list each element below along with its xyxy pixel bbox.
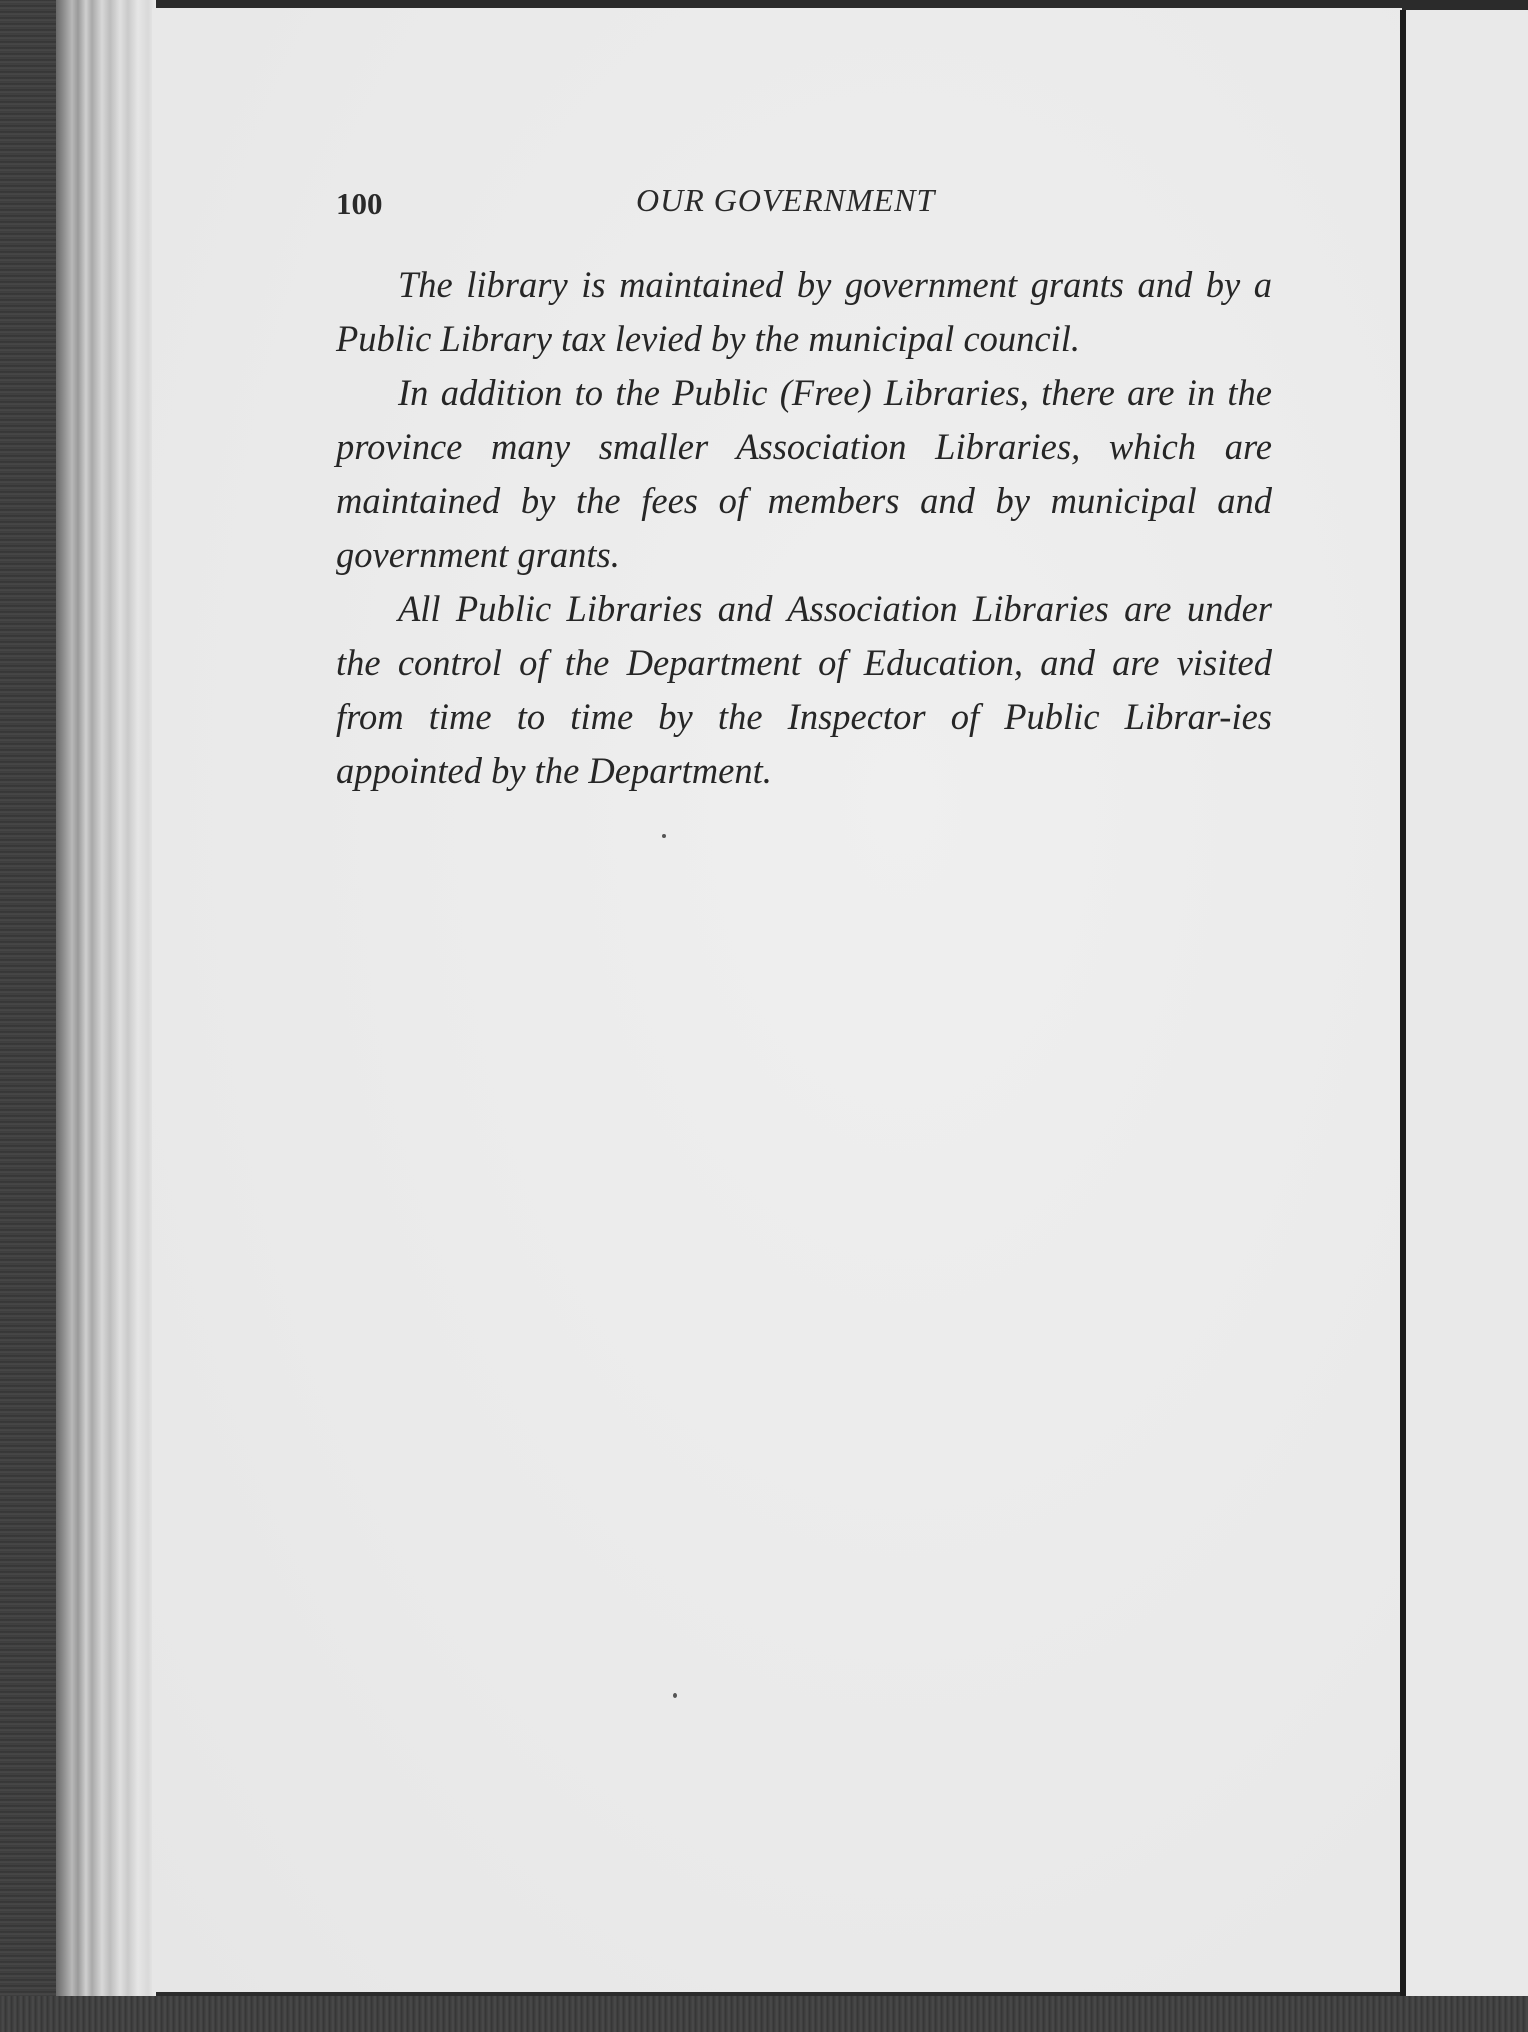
print-speck xyxy=(662,834,666,838)
paragraph-association-libraries: In addition to the Public (Free) Libraries, there are in the province many smaller Association Libraries, which are maintained by the fees of members and by municipal and government grants. xyxy=(336,372,1272,575)
paragraph-inspection: All Public Libraries and Association Libraries are under the control of the Department of Education, and are visited from time to time by the Inspector of Public Librar-ies appointed by the Department. xyxy=(336,588,1272,791)
page-header xyxy=(336,182,1276,232)
facing-page xyxy=(1406,10,1528,2000)
paragraph-library-funding: The library is maintained by government grants and by a Public Library tax levied by the municipal council. xyxy=(336,264,1272,359)
page-edges xyxy=(56,0,156,2000)
body-text xyxy=(336,258,1272,798)
print-speck xyxy=(673,1693,677,1698)
running-head: OUR GOVERNMENT xyxy=(636,182,936,218)
book-cover-edge xyxy=(0,0,60,2032)
page-number: 100 xyxy=(336,186,383,221)
book-bottom-edge xyxy=(0,1996,1528,2032)
